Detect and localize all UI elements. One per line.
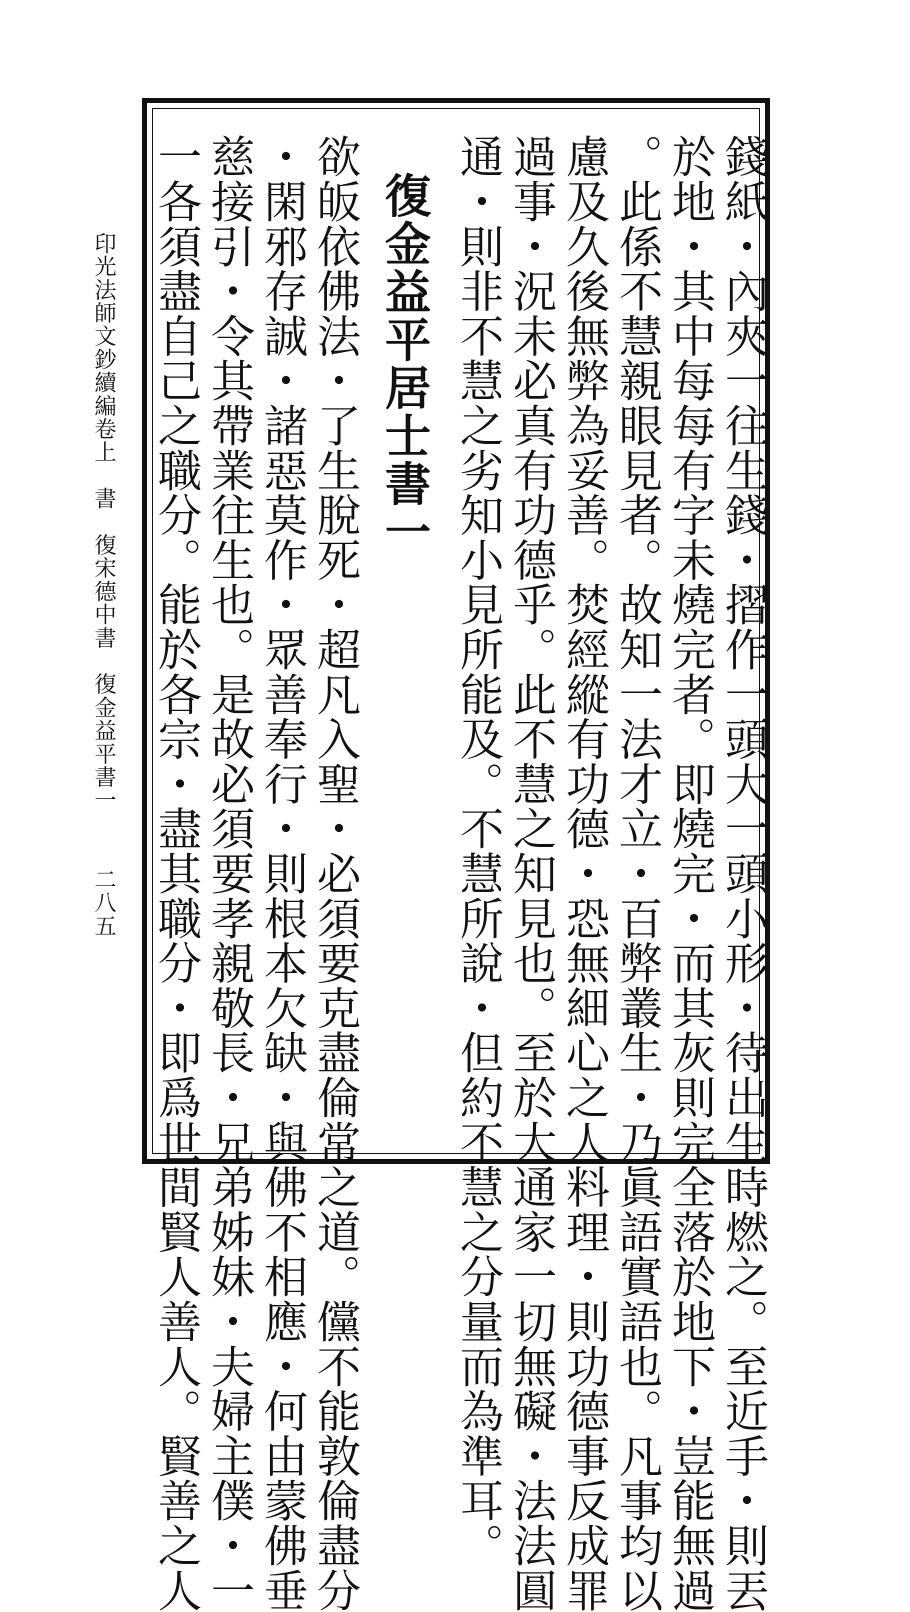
page-number: 二八五 (91, 868, 116, 938)
text-column: 於地・其中每每有字未燒完者。即燒完・而其灰則完全落於地下・豈能無過 (664, 134, 715, 1612)
text-column: 慈接引・令其帶業往生也。是故必須要孝親敬長・兄弟姊妹・夫婦主僕・一 (203, 134, 254, 1612)
letter-heading: 復金益平居士書一 (378, 172, 432, 556)
text-column: 錢紙・內夾一往生錢・摺作一頭大一頭小形・待出生時燃之。至近手・則丟 (717, 134, 768, 1612)
text-column: 一各須盡自己之職分。能於各宗・盡其職分・即爲世間賢人善人。賢善之人 (150, 134, 201, 1612)
text-column: 慮及久後無弊為妥善。焚經縱有功德・恐無細心之人料理・則功德事反成罪 (558, 134, 609, 1612)
text-column: 過事・況未必真有功德乎。此不慧之知見也。至於大通家一切無礙・法法圓 (505, 134, 556, 1612)
text-column: 通・則非不慧之劣知小見所能及。不慧所說・但約不慧之分量而為準耳。 (452, 134, 503, 1568)
text-column: 。此係不慧親眼見者。故知一法才立・百弊叢生・乃眞語實語也。凡事均以 (611, 134, 662, 1612)
text-column: 欲皈依佛法・了生脫死・超凡入聖・必須要克盡倫常之道。儻不能敦倫盡分 (309, 134, 360, 1612)
running-header: 印光法師文鈔續編卷上 書 復宋德中書 復金益平書一 (91, 232, 116, 812)
text-column: ・閑邪存誠・諸惡莫作・眾善奉行・則根本欠缺・與佛不相應・何由蒙佛垂 (256, 134, 307, 1612)
